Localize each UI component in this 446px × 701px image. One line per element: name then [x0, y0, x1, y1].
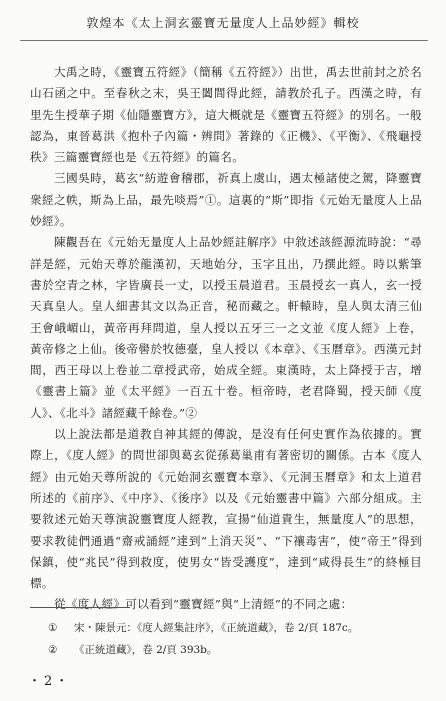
paragraph-4: 以上說法都是道教自神其經的傳說，是沒有任何史實作為依據的。實際上，《度人經》的問世卻與葛玄從孫葛巢甫有著密切的關係。古本《度人經》由元始天尊所說的《元始洞玄靈寶本章》、《元洞玉曆章》和太上道君所述的《前序》、《中序》、《後序》以及《元始靈書中篇》六部分組成。主要敘述元始天尊演說靈寶度人經教，宣揚“仙道貴生，無量度人”的思想，要求教徒們通過“齋戒誦經”達到“上消天災”、“下禳毒害”，使“帝王”得到保鎮，使“兆民”得到救度，使男女“皆受護度”，達到“咸得長生”的終極目標。 [30, 427, 422, 591]
footnote-2 [48, 639, 418, 661]
footnotes [48, 617, 418, 661]
body-text [30, 62, 422, 616]
header-rule [20, 40, 428, 41]
footnote-mark: ② [48, 644, 58, 656]
footnote-mark: ① [48, 622, 58, 634]
running-title: 敦煌本《太上洞玄靈寶无量度人上品妙經》輯校 [86, 16, 360, 30]
page-number: ・2・ [28, 674, 72, 689]
paragraph-1: 大禹之時，《靈寶五符經》（簡稱《五符經》）出世，禹去世前封之於名山石函之中。至春秋之末，吳王闔閭得此經，請教於孔子。西漢之時，有里先生授華子期《仙隱靈寶方》，這大概就是《靈寶五符經》的別名。一般認為，東晉葛洪《抱朴子內篇・辨問》著錄的《正機》、《平衡》、《飛龜授秩》三篇靈寶經也是《五符經》的篇名。 [30, 65, 422, 165]
paragraph-2: 三國吳時，葛玄“紡遊會稽郡，祈真上虞山，遇太極諸使之駕，降靈寶衆經之帙，斯為上品，最先啖焉”①。這裏的“斯”即指《元始无量度人上品妙經》。 [30, 171, 422, 229]
footnote-rule [30, 607, 130, 608]
paragraph-3: 陳觀吾在《元始无量度人上品妙經註解序》中敘述該經源流時說：“尋詳是經，元始天尊於龍漢初，天地始分，玉字且出，乃撰此經。時以紫筆書於空青之林，字皆廣長一丈，以授玉晨道君。玉晨授玄一真人，玄一授天真皇人。皇人細書其文以為正音，秘而藏之。軒轅時，皇人與太清三仙王會峨嵋山，黃帝再拜問道，皇人授以五牙三一之文並《度人經》上卷，黃帝修之上仙。後帝嚳於牧德臺，皇人授以《本章》、《玉曆章》。西漢元封間，西王母以上卷並二章授武帝，始成全經。東漢時，太上降授于吉，增《靈書上篇》並《太平經》一百五十卷。桓帝時，老君降蜀，授天師《度人》、《北斗》諸經藏千餘卷。”② [30, 235, 422, 420]
footnote-text: 宋・陳景元：《度人經集註序》，《正統道藏》，卷 2/頁 187c。 [74, 622, 359, 634]
paragraph-5: 從《度人經》可以看到“靈寶經”與“上清經”的不同之處： [54, 597, 353, 612]
footnote-1 [48, 617, 418, 639]
footnote-text: 《正統道藏》，卷 2/頁 393b。 [74, 644, 218, 656]
